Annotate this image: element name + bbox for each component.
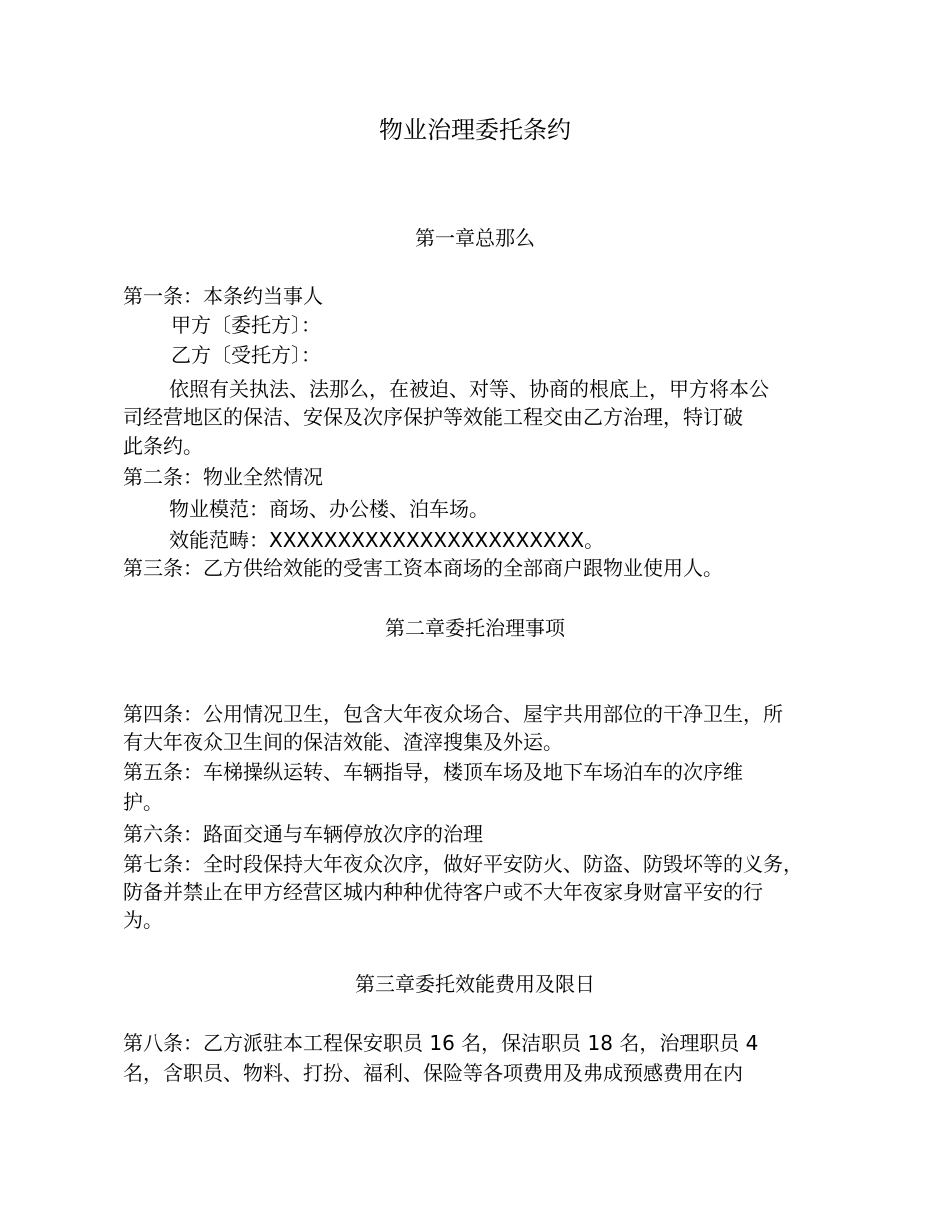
article-2-line: 效能范畴：XXXXXXXXXXXXXXXXXXXXXXX。 [169, 528, 605, 552]
article-8-line: 第八条：乙方派驻本工程保安职员 16 名，保洁职员 18 名，治理职员 4 [123, 1031, 759, 1055]
article-1-paragraph-line: 此条约。 [123, 434, 203, 458]
chapter-1-heading: 第一章总那么 [415, 226, 535, 250]
chapter-3-heading: 第三章委托效能费用及限日 [355, 972, 595, 996]
party-b-label: 乙方〔受托方〕： [171, 343, 321, 367]
article-3: 第三条：乙方供给效能的受害工资本商场的全部商户跟物业使用人。 [123, 556, 723, 580]
article-6: 第六条：路面交通与车辆停放次序的治理 [123, 822, 483, 846]
chapter-2-heading: 第二章委托治理事项 [385, 616, 565, 640]
article-2-heading: 第二条：物业全然情况 [123, 465, 323, 489]
article-4-line: 有大年夜众卫生间的保洁效能、渣滓搜集及外运。 [123, 730, 563, 754]
article-5-line: 第五条：车梯操纵运转、车辆指导，楼顶车场及地下车场泊车的次序维 [123, 760, 743, 784]
article-2-line: 物业模范：商场、办公楼、泊车场。 [169, 497, 489, 521]
article-7-line: 第七条：全时段保持大年夜众次序，做好平安防火、防盗、防毁坏等的义务， [123, 852, 803, 876]
article-5-line: 护。 [123, 790, 163, 814]
article-1-heading: 第一条：本条约当事人 [123, 284, 323, 308]
article-7-line: 防备并禁止在甲方经营区城内种种优待客户或不大年夜家身财富平安的行 [123, 880, 763, 904]
party-a-label: 甲方〔委托方〕： [171, 313, 321, 337]
article-4-line: 第四条：公用情况卫生，包含大年夜众场合、屋宇共用部位的干净卫生，所 [123, 702, 783, 726]
article-7-line: 为。 [123, 908, 163, 932]
article-1-paragraph-line: 司经营地区的保洁、安保及次序保护等效能工程交由乙方治理，特订破 [123, 405, 743, 429]
article-8-line: 名，含职员、物料、打扮、福利、保险等各项费用及弗成预感费用在内 [123, 1061, 743, 1085]
article-1-paragraph-line: 依照有关执法、法那么，在被迫、对等、协商的根底上，甲方将本公 [169, 377, 769, 401]
document-title: 物业治理委托条约 [379, 116, 571, 144]
